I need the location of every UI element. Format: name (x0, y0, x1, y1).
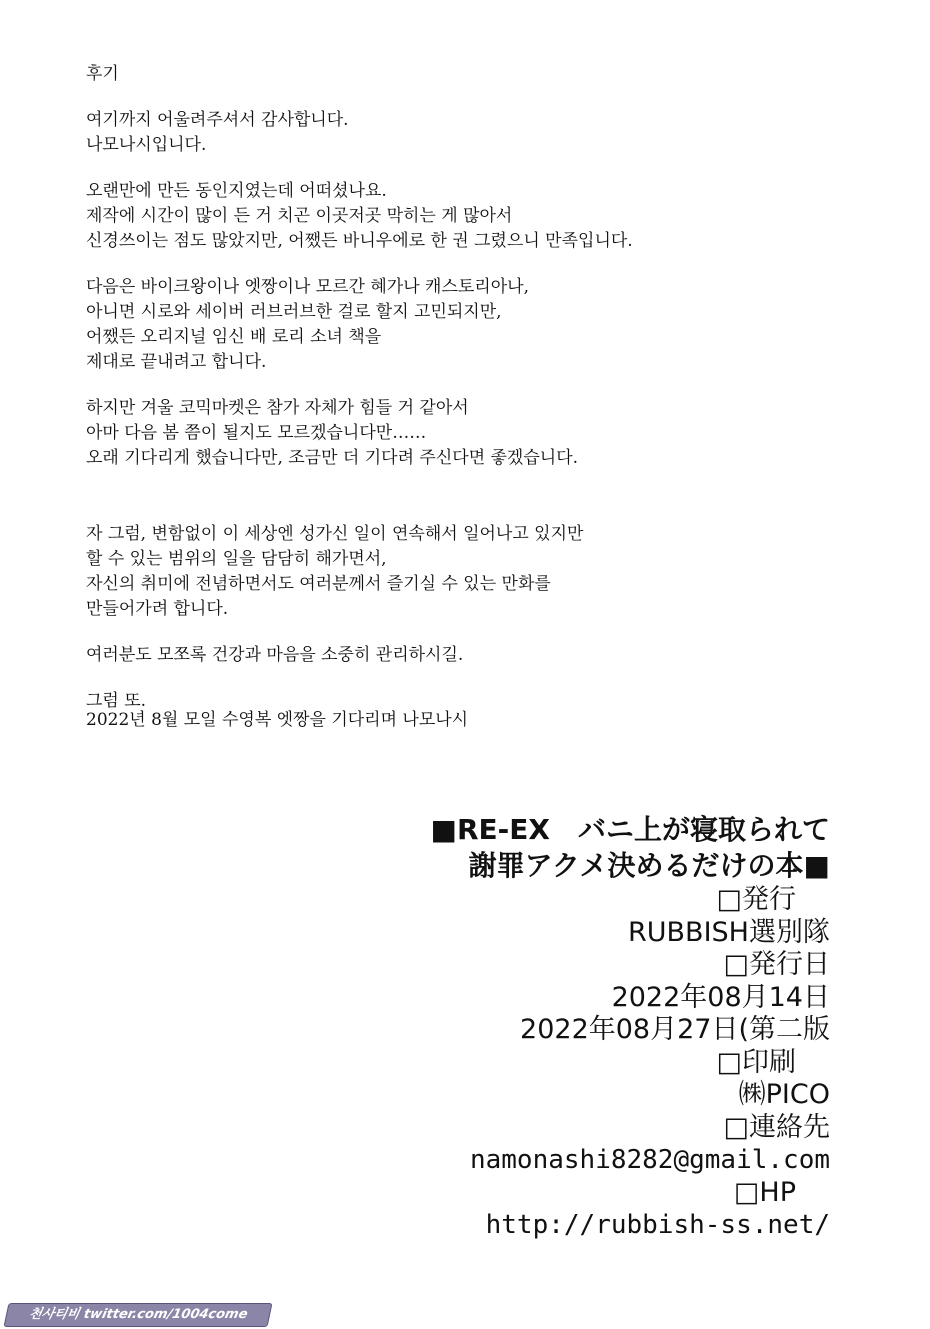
publish-date-second: 2022年08月27日(第二版 (520, 1014, 830, 1045)
afterword-heading: 후기 (86, 64, 119, 84)
contact-email: namonashi8282@gmail.com (469, 1145, 830, 1175)
afterword-paragraph (86, 396, 686, 471)
text-line: 제작에 시간이 많이 든 거 치곤 이곳저곳 막히는 게 많아서 (86, 206, 513, 226)
text-line: 오래 기다리게 했습니다만, 조금만 더 기다려 주신다면 좋겠습니다. (86, 448, 579, 468)
publisher-label: □発行 (716, 884, 796, 915)
afterword-paragraph (86, 179, 686, 254)
afterword (86, 62, 686, 735)
afterword-paragraph (86, 108, 686, 158)
afterword-paragraph (86, 275, 686, 375)
text-line: 하지만 겨울 코믹마켓은 참가 자체가 힘들 거 같아서 (86, 398, 469, 418)
text-line: 제대로 끝내려고 합니다. (86, 352, 267, 372)
text-line: 아니면 시로와 세이버 러브러브한 걸로 할지 고민되지만, (86, 302, 502, 322)
text-line: 아마 다음 봄 쯤이 될지도 모르겠습니다만…… (86, 423, 427, 443)
publisher-name: RUBBISH選別隊 (628, 916, 830, 948)
text-line: 그럼 또. (86, 691, 147, 711)
text-line: 여러분도 모쪼록 건강과 마음을 소중히 관리하시길. (86, 645, 464, 665)
printer-label: □印刷 (716, 1046, 796, 1078)
homepage-label: □HP (733, 1176, 796, 1208)
publish-date-first: 2022年08月14日 (611, 981, 830, 1013)
watermark-banner: 천사티비 twitter.com/1004come (3, 1303, 272, 1327)
text-line: 나모나시입니다. (86, 135, 207, 155)
colophon (310, 812, 830, 1242)
text-line: 만들어가려 합니다. (86, 599, 229, 619)
book-title-line-1: ■RE-EX バニ上が寝取られて (430, 813, 830, 846)
text-line: 자 그럼, 변함없이 이 세상엔 성가신 일이 연속해서 일어나고 있지만 (86, 524, 584, 544)
text-line: 어쨌든 오리지널 임신 배 로리 소녀 책을 (86, 327, 382, 347)
publish-date-label: □発行日 (723, 949, 830, 980)
book-title-line-2: 謝罪アクメ決めるだけの本■ (468, 849, 830, 882)
homepage-url: http://rubbish-ss.net/ (485, 1210, 830, 1240)
text-line: 신경쓰이는 점도 많았지만, 어쨌든 바니우에로 한 권 그렸으니 만족입니다. (86, 231, 633, 251)
afterword-paragraph (86, 643, 686, 668)
paragraph-spacer (86, 492, 686, 501)
afterword-signature: 2022년 8월 모일 수영복 엣짱을 기다리며 나모나시 (86, 710, 469, 730)
text-line: 할 수 있는 범위의 일을 담담히 해가면서, (86, 549, 387, 569)
text-line: 다음은 바이크왕이나 엣짱이나 모르간 혜가나 캐스토리아나, (86, 277, 529, 297)
afterword-paragraph (86, 522, 686, 622)
text-line: 자신의 취미에 전념하면서도 여러분께서 즐기실 수 있는 만화를 (86, 574, 551, 594)
contact-label: □連絡先 (723, 1111, 830, 1143)
printer-name: ㈱PICO (738, 1079, 830, 1110)
text-line: 오랜만에 만든 동인지였는데 어떠셨나요. (86, 181, 387, 201)
text-line: 여기까지 어울려주셔서 감사합니다. (86, 110, 349, 130)
